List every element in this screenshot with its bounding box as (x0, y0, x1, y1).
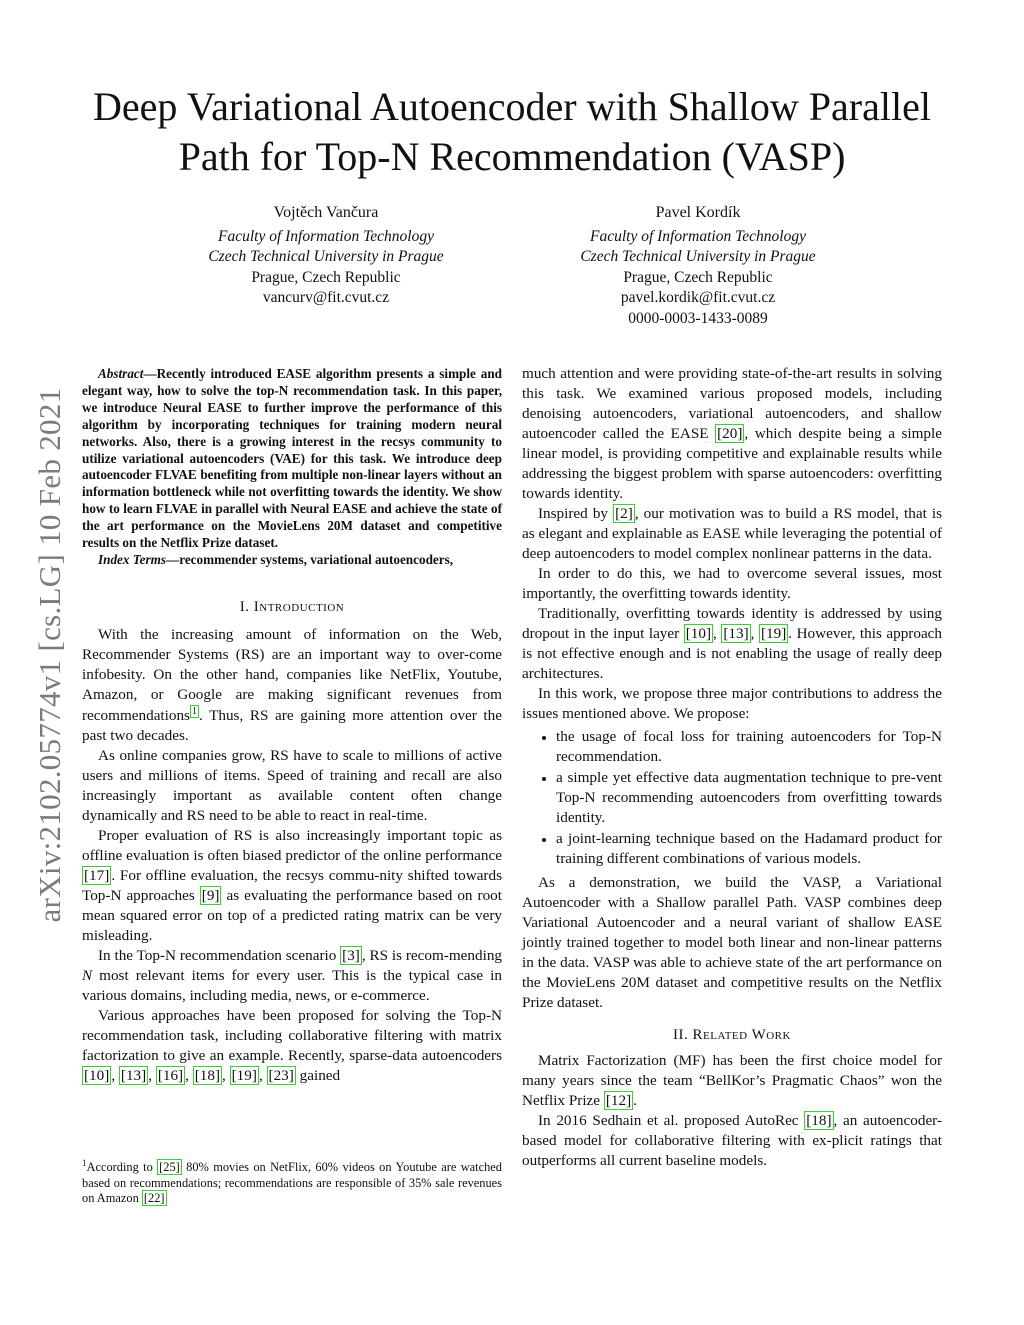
author-block-1 (146, 203, 506, 309)
citation-link[interactable]: [16] (157, 1066, 184, 1084)
author-affiliation: Faculty of Information Technology (218, 227, 434, 245)
abstract (82, 366, 502, 552)
citation-link[interactable]: [3] (342, 946, 360, 964)
index-terms-lead: Index Terms (98, 551, 167, 567)
citation-link[interactable]: [18] (806, 1112, 832, 1129)
index-terms (82, 552, 502, 569)
right-paragraph-3: In order to do this, we had to overcome several issues, most importantly, the overfitting towards identity. (522, 565, 942, 602)
list-item: • a simple yet effective data augmentation technique to pre-vent Top-N recommending autoencoders from overfitting towards identity. (556, 768, 942, 828)
right-paragraph-2: Inspired by [2] , our motivation was to build a RS model, that is as elegant and explainable as EASE while leveraging the potential of deep autoencoders to model complex nonlinear patterns in the data. (522, 505, 942, 562)
list-item: • a joint-learning technique based on the Hadamard product for training different combinations of various models. (556, 829, 942, 869)
related-paragraph-2: In 2016 Sedhain et al. proposed AutoRec [18] , an autoencoder-based model for collaborative filtering with ex-plicit ratings that outperforms all current baseline models. (522, 1112, 942, 1169)
right-paragraph-6: As a demonstration, we build the VASP, a Variational Autoencoder with a Shallow parallel Path. VASP combines deep Variational Autoencoder and a neural variant of shallow EASE jointly trained together to model both linear and non-linear patterns in the data. VASP was able to achieve state of the art performance on the MovieLens 20M dataset and competitive results on the Netflix Prize dataset. (522, 874, 942, 1011)
citation-link[interactable]: [2] (615, 505, 633, 522)
right-paragraph-5: In this work, we propose three major contributions to address the issues mentioned above. We propose: (522, 685, 942, 722)
abstract-lead: Abstract (98, 366, 144, 381)
author-email: vancurv@fit.cvut.cz (262, 289, 390, 306)
intro-paragraph-3: Proper evaluation of RS is also increasingly important topic as offline evaluation is often biased predictor of the online performance [17] . For offline evaluation, the recsys commu-nity shifted towards Top-N approaches [9] as evaluating the performance based on root mean squared error on top of a predicted rating matrix can be very misleading. (82, 826, 502, 944)
author-orcid: 0000-0003-1433-0089 (628, 309, 768, 327)
citation-link[interactable]: [20] (717, 425, 743, 442)
author-location: Prague, Czech Republic (251, 268, 401, 286)
intro-paragraph-1: With the increasing amount of information on the Web, Recommender Systems (RS) are an important way to over-come infobesity. On the other hand, companies like NetFlix, Youtube, Amazon, or Google are making significant revenues from recommendations $^1$ . Thus, RS are gaining more attention over the past two decades. (82, 625, 502, 744)
author-block-2 (518, 203, 878, 329)
intro-paragraph-4: In the Top-N recommendation scenario [3] , RS is recom-mending N most relevant items for every user. This is the typical case in various domains, including media, news, or e-commerce. (82, 946, 503, 1004)
citation-link[interactable]: [10] (685, 625, 712, 642)
author-location: Prague, Czech Republic (623, 268, 773, 286)
citation-link[interactable]: [19] (231, 1066, 257, 1084)
author-email: pavel.kordik@fit.cvut.cz (620, 289, 776, 306)
citation-link[interactable]: [13] (723, 625, 749, 642)
right-column (522, 364, 942, 1171)
list-item: • the usage of focal loss for training autoencoders for Top-N recommendation. (556, 727, 942, 767)
intro-paragraph-2: As online companies grow, RS have to scale to millions of active users and millions of items. Speed of training and recall are also increasingly important as available content often change dynamically and RS need to be able to react in real-time. (82, 746, 502, 824)
citation-link[interactable]: [22] (143, 1191, 165, 1206)
paper-title (60, 82, 964, 182)
right-paragraph-4: Traditionally, overfitting towards identity is addressed by using dropout in the input layer [10] , [13] , [19] . However, this approach is not effective enough and is not enabling the usage of really deep architectures. (522, 605, 943, 682)
citation-link[interactable]: [19] (760, 625, 787, 642)
section-heading-introduction: I. Introduction (239, 598, 345, 615)
section-heading-related-work: II. Related Work (673, 1027, 791, 1043)
footnote: $^1$According to [25] 80% movies on NetFlix, 60% videos on Youtube are watched based on recommendations; recommendations are responsible of 35% sale revenues on Amazon [22] (82, 1158, 502, 1206)
related-paragraph-1: Matrix Factorization (MF) has been the first choice model for many years since the team “BellKor’s Pragmatic Chaos” won the Netflix Prize [12] . (522, 1052, 942, 1109)
citation-link[interactable]: [13] (120, 1066, 147, 1084)
footnote-mark: 1 (82, 1158, 87, 1168)
left-column (82, 366, 502, 1086)
author-university: Czech Technical University in Prague (580, 248, 816, 265)
citation-link[interactable]: [12] (605, 1092, 632, 1109)
index-terms-text: —recommender systems, variational autoencoders, (166, 551, 454, 567)
citation-link[interactable]: [25] (159, 1160, 180, 1175)
abstract-text: —Recently introduced EASE algorithm presents a simple and elegant way, how to solve the top-N recommendation task. In this paper, we introduce Neural EASE to further improve the performance of this algorithm by incorporating techniques for training modern neural networks. Also, there is a growing interest in the recsys community to utilize variational autoencoders (VAE) for this task. We introduce deep autoencoder FLVAE benefiting from multiple non-linear layers without an information bottleneck while not overfitting towards the identity. We show how to learn FLVAE in parallel with Neural EASE and achieve the state of the art performance on the MovieLens 20M dataset and competitive results on the Netflix Prize dataset. (82, 366, 502, 551)
right-paragraph-1: much attention and were providing state-of-the-art results in solving this task. We examined various proposed models, including denoising autoencoders, variational autoencoders, and shallow autoencoder called the EASE [20] , which despite being a simple linear model, is providing competitive and explainable results while addressing the biggest problem with sparse autoencoders: overfitting towards identity. (522, 365, 942, 502)
author-university: Czech Technical University in Prague (208, 248, 444, 265)
title-line-1: Deep Variational Autoencoder with Shallow Parallel (93, 84, 931, 129)
citation-link[interactable]: [10] (84, 1066, 110, 1084)
author-affiliation: Faculty of Information Technology (590, 227, 806, 245)
title-line-2: Path for Top-N Recommendation (VASP) (178, 134, 846, 179)
citation-link[interactable]: [17] (84, 866, 110, 884)
footnote-link[interactable]: 1 (191, 705, 197, 717)
citation-link[interactable]: [23] (268, 1066, 294, 1084)
intro-paragraph-5: Various approaches have been proposed for solving the Top-N recommendation task, including collaborative filtering with matrix factorization to give an example. Recently, sparse-data autoencoders [10] , [13] , [16] , [18] , [19] , [23] gained (82, 1006, 502, 1084)
author-name: Vojtěch Vančura (273, 204, 379, 221)
contributions-list (522, 727, 942, 869)
author-name: Pavel Kordík (655, 204, 741, 221)
citation-link[interactable]: [9] (201, 886, 220, 904)
citation-link[interactable]: [18] (194, 1066, 221, 1084)
arxiv-identifier: arXiv:2102.05774v1 [cs.LG] 10 Feb 2021 (32, 387, 67, 923)
